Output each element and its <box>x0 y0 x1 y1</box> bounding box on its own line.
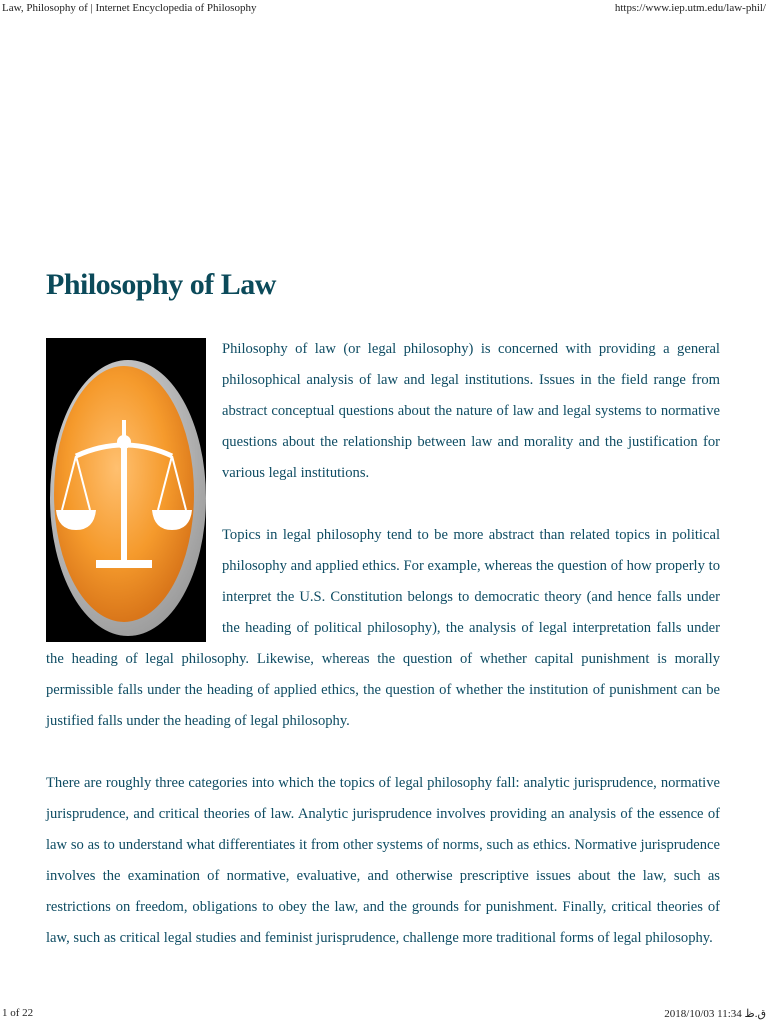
paragraph-2: Topics in legal philosophy tend to be more abstract than related topics in political philosophy and applied ethics. For example, whereas the question of how properly to interpret the U.S. Constitution belongs to democratic theory (and hence falls under the heading of political philosophy), the analysis of legal interpretation falls under the heading of legal philosophy. Likewise, whereas the question of whether capital punishment is morally permissible falls under the heading of applied ethics, the question of whether the institution of punishment can be justified falls under the heading of legal philosophy. <box>46 527 720 729</box>
print-footer <box>2 1007 766 1020</box>
scales-of-justice-icon <box>46 338 206 642</box>
page-count: 1 of 22 <box>2 1007 34 1019</box>
paragraph-3: There are roughly three categories into which the topics of legal philosophy fall: analytic jurisprudence, normative jurisprudence, and critical theories of law. Analytic jurisprudence involves providing an analysis of the essence of law so as to understand what differentiates it from other systems of norms, such as ethics. Normative jurisprudence involves the examination of normative, evaluative, and otherwise prescriptive issues about the law, such as restrictions on freedom, obligations to obey the law, and the grounds for punishment. Finally, critical theories of law, such as critical legal studies and feminist jurisprudence, challenge more traditional forms of legal philosophy. <box>46 775 720 946</box>
print-timestamp: 2018/10/03 11:34 ق.ظ <box>664 1008 766 1020</box>
print-header <box>2 2 766 14</box>
article-title: Philosophy of Law <box>46 268 276 301</box>
paragraph-1: Philosophy of law (or legal philosophy) is concerned with providing a general philosophical analysis of law and legal institutions. Issues in the field range from abstract conceptual questions about the nature of law and legal systems to normative questions about the relationship between law and morality and the justification for various legal institutions. <box>222 341 720 481</box>
page-title-header: Law, Philosophy of | Internet Encyclopedia of Philosophy <box>2 2 257 14</box>
article-body <box>46 334 720 985</box>
page-url[interactable]: https://www.iep.utm.edu/law-phil/ <box>614 2 766 14</box>
